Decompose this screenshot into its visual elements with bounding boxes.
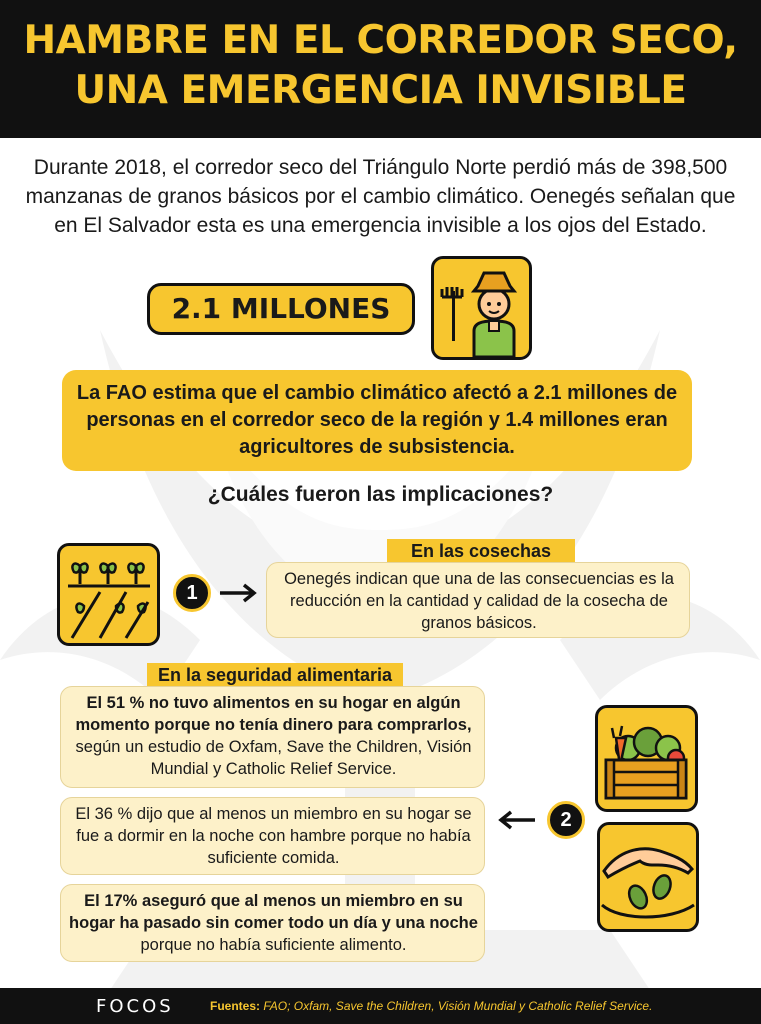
sources-label: Fuentes:	[210, 999, 261, 1013]
step-number-2: 2	[547, 801, 585, 839]
page-title-line-1: HAMBRE EN EL CORREDOR SECO,	[23, 18, 738, 63]
crops-icon	[57, 543, 160, 646]
card-1-rest: según un estudio de Oxfam, Save the Children, Visión Mundial y Catholic Relief Service.	[75, 738, 472, 778]
sources-text: FAO; Oxfam, Save the Children, Visión Mundial y Catholic Relief Service.	[263, 999, 653, 1013]
food-security-card-3	[60, 884, 485, 962]
card-2-rest: El 36 % dijo que al menos un miembro en su hogar se fue a dormir en la noche con hambre porque no había suficiente comida.	[75, 805, 472, 867]
header	[0, 0, 761, 138]
card-3-rest: porque no había suficiente alimento.	[140, 936, 407, 954]
food-security-card-3-text	[69, 890, 478, 956]
footer	[0, 988, 761, 1024]
stat-value: 2.1 MILLONES	[171, 292, 391, 325]
arrow-right-icon	[218, 582, 258, 604]
page-title-line-2: UNA EMERGENCIA INVISIBLE	[74, 68, 687, 113]
harvests-card-text: Oenegés indican que una de las consecuencias es la reducción en la cantidad y calidad de la cosecha de granos básicos.	[284, 570, 674, 632]
section-label-food-security: En la seguridad alimentaria	[147, 663, 403, 688]
food-security-card-1	[60, 686, 485, 788]
focos-logo: FOCOS	[96, 996, 174, 1017]
arrow-left-icon	[497, 809, 537, 831]
step-number-1: 1	[173, 574, 211, 612]
card-1-bold: El 51 % no tuvo alimentos en su hogar en algún momento porque no tenía dinero para comprarlos,	[75, 694, 472, 734]
hand-beans-icon	[597, 822, 699, 932]
sources	[210, 999, 652, 1013]
stat-pill	[147, 283, 415, 335]
vegetable-crate-icon	[595, 705, 698, 812]
food-security-card-1-text	[69, 692, 478, 780]
food-security-card-2-text	[69, 803, 478, 869]
card-3-bold: El 17% aseguró que al menos un miembro en su hogar ha pasado sin comer todo un día y una noche	[69, 892, 478, 932]
section-label-harvests: En las cosechas	[387, 539, 575, 563]
implications-question: ¿Cuáles fueron las implicaciones?	[207, 483, 554, 506]
harvests-card	[266, 562, 690, 638]
fao-callout	[62, 370, 692, 471]
food-security-card-2	[60, 797, 485, 875]
intro-paragraph: Durante 2018, el corredor seco del Triángulo Norte perdió más de 398,500 manzanas de granos básicos por el cambio climático. Oenegés señalan que en El Salvador esta es una emergencia invisible a los ojos del Estado.	[25, 156, 736, 237]
fao-callout-text: La FAO estima que el cambio climático afectó a 2.1 millones de personas en el corredor seco de la región y 1.4 millones eran agricultores de subsistencia.	[76, 382, 678, 458]
farmer-icon	[431, 256, 532, 360]
